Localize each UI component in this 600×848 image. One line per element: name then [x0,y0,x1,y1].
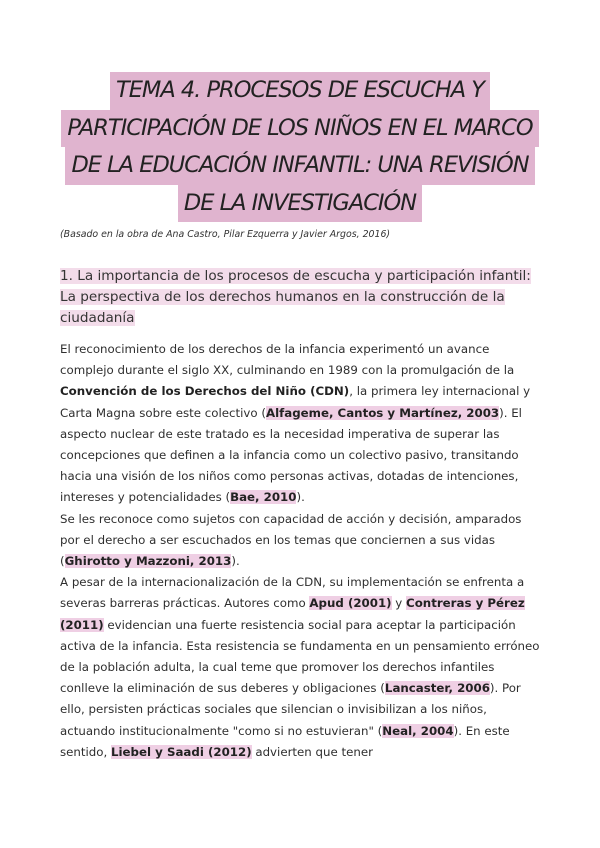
text-run: A pesar de la internacionalización de la CDN, su implementación se enfrenta a severas barreras prácticas. Autores como [60,575,525,611]
section-heading [60,266,540,329]
text-run: advierten que tener [251,744,373,759]
title-line-4: DE LA INVESTIGACIÓN [178,185,422,223]
text-run: ). En este sentido, [60,723,510,759]
citation: Ghirotto y Mazzoni, 2013 [64,554,232,569]
body-text [60,339,544,763]
text-run: y [391,596,407,611]
title-line-1: TEMA 4. PROCESOS DE ESCUCHA Y [110,72,490,110]
citation: Neal, 2004 [382,723,454,738]
title-line-3: DE LA EDUCACIÓN INFANTIL: UNA REVISIÓN [65,147,534,185]
paragraph-1 [60,339,544,509]
text-run: ). [231,554,240,569]
title-line-2: PARTICIPACIÓN DE LOS NIÑOS EN EL MARCO [61,110,538,148]
text-run: ). [296,490,305,505]
bold-term: Convención de los Derechos del Niño (CDN) [60,384,350,399]
text-run: Se les reconoce como sujetos con capacidad de acción y decisión, amparados por el derecho a ser escuchados en los temas que conciernen a sus vidas ( [60,511,522,569]
text-run: ). Por ello, persisten prácticas sociales que silencian o invisibilizan a los niños, actuando institucionalmente "como si no estuvieran" ( [60,681,521,738]
source-note: (Basado en la obra de Ana Castro, Pilar Ezquerra y Javier Argos, 2016) [60,229,391,240]
paragraph-3 [60,572,544,763]
document-title [40,72,560,222]
paragraph-2 [60,509,544,573]
citation: Apud (2001) [309,596,392,611]
text-run: El reconocimiento de los derechos de la infancia experimentó un avance complejo durante el siglo XX, culminando en 1989 con la promulgación de la [60,342,515,378]
text-run: evidencian una fuerte resistencia social para aceptar la participación activa de la infancia. Esta resistencia se fundamenta en un pensamiento erróneo de la población adulta, la cual teme que promover los derechos infantiles conlleve la eliminación de sus deberes y obligaciones ( [60,617,540,696]
citation: Bae, 2010 [230,490,297,505]
citation: Liebel y Saadi (2012) [111,744,252,759]
citation: Alfageme, Cantos y Martínez, 2003 [265,405,500,420]
citation: Contreras y Pérez (2011) [60,596,525,632]
text-run: ). El aspecto nuclear de este tratado es la necesidad imperativa de superar las concepciones que definen a la infancia como un colectivo pasivo, transitando hacia una visión de los niños como personas activas, dotadas de intenciones, intereses y potencialidades ( [60,405,522,505]
text-run: , la primera ley internacional y Carta Magna sobre este colectivo ( [60,384,531,420]
section-heading-text: 1. La importancia de los procesos de escucha y participación infantil: La perspectiva de los derechos humanos en la construcción de la ciudadanía [60,268,531,326]
citation: Lancaster, 2006 [384,681,490,696]
